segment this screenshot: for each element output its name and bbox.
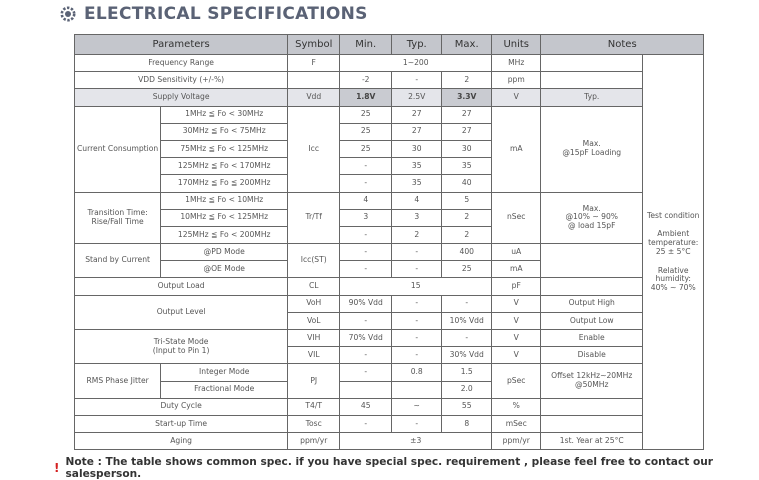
typ-cell [392, 381, 442, 398]
typ-cell: 2.5V [392, 89, 442, 106]
max-cell: - [442, 295, 492, 312]
condition-cell: @PD Mode [161, 244, 288, 261]
header-notes: Notes [541, 35, 704, 55]
units-cell: ppm [492, 72, 541, 89]
min-cell: 4 [340, 192, 392, 209]
units-cell: pSec [492, 364, 541, 398]
param-cell: Duty Cycle [75, 398, 288, 415]
condition-cell: 125MHz ≦ Fo < 170MHz [161, 158, 288, 175]
symbol-cell: VoL [288, 312, 340, 329]
max-cell: 400 [442, 244, 492, 261]
symbol-cell [288, 72, 340, 89]
side-note-line: temperature: [648, 238, 699, 248]
condition-cell: 75MHz ≦ Fo < 125MHz [161, 140, 288, 157]
min-cell: - [340, 312, 392, 329]
footnote-text: Note : The table shows common spec. if you have special spec. requirement , please feel free to contact our salesperson. [65, 456, 714, 480]
param-cell: RMS Phase Jitter [75, 364, 161, 398]
typ-cell: 4 [392, 192, 442, 209]
symbol-cell: PJ [288, 364, 340, 398]
param-cell: Output Load [75, 278, 288, 295]
header-typ: Typ. [392, 35, 442, 55]
param-line: Tri-State Mode [153, 336, 209, 346]
side-note-line: Ambient [657, 229, 690, 239]
param-cell [75, 330, 288, 364]
units-cell: pF [492, 278, 541, 295]
min-cell: 70% Vdd [340, 330, 392, 347]
section-title [60, 2, 368, 26]
typ-cell: - [392, 415, 442, 432]
condition-cell: 1MHz ≦ Fo < 30MHz [161, 106, 288, 123]
param-cell [75, 192, 161, 244]
notes-cell: Output High [541, 295, 643, 312]
min-cell: 25 [340, 106, 392, 123]
notes-cell [541, 55, 643, 72]
symbol-cell: Icc [288, 106, 340, 192]
condition-cell: 170MHz ≦ Fo ≦ 200MHz [161, 175, 288, 192]
min-cell: 25 [340, 123, 392, 140]
notes-cell: Output Low [541, 312, 643, 329]
max-cell: 10% Vdd [442, 312, 492, 329]
notes-cell: 1st. Year at 25°C [541, 433, 643, 450]
typ-cell: - [392, 295, 442, 312]
symbol-cell: F [288, 55, 340, 72]
units-cell: V [492, 312, 541, 329]
units-cell: nSec [492, 192, 541, 244]
units-cell: mSec [492, 415, 541, 432]
max-cell: 30% Vdd [442, 347, 492, 364]
param-cell: Supply Voltage [75, 89, 288, 106]
max-cell: 2 [442, 72, 492, 89]
units-cell: MHz [492, 55, 541, 72]
max-cell: - [442, 330, 492, 347]
min-cell: 3 [340, 209, 392, 226]
header-symbol: Symbol [288, 35, 340, 55]
notes-line: Max. [582, 203, 601, 213]
typ-cell: - [392, 261, 442, 278]
typ-cell: 3 [392, 209, 442, 226]
param-cell: Output Level [75, 295, 288, 329]
max-cell: 8 [442, 415, 492, 432]
notes-cell [541, 278, 643, 295]
table-row [75, 433, 704, 450]
table-row [75, 106, 704, 123]
notes-cell: Typ. [541, 89, 643, 106]
condition-cell: 30MHz ≦ Fo < 75MHz [161, 123, 288, 140]
notes-line: @50MHz [574, 380, 609, 390]
min-cell: - [340, 175, 392, 192]
min-cell: - [340, 261, 392, 278]
side-note-line: Test condition [646, 210, 700, 220]
max-cell: 30 [442, 140, 492, 157]
range-cell: 1~200 [340, 55, 492, 72]
symbol-cell: Vdd [288, 89, 340, 106]
min-cell: 45 [340, 398, 392, 415]
max-cell: 3.3V [442, 89, 492, 106]
table-row [75, 89, 704, 106]
typ-cell: 30 [392, 140, 442, 157]
side-note-line: humidity: [655, 274, 691, 284]
param-cell: Stand by Current [75, 244, 161, 278]
symbol-cell: Tosc [288, 415, 340, 432]
param-line: (Input to Pin 1) [152, 345, 210, 355]
symbol-cell: T4/T [288, 398, 340, 415]
notes-cell [541, 244, 643, 278]
typ-cell: 27 [392, 106, 442, 123]
param-line: Rise/Fall Time [91, 216, 144, 226]
typ-cell: 0.8 [392, 364, 442, 381]
header-units: Units [492, 35, 541, 55]
typ-cell: 2 [392, 226, 442, 243]
max-cell: 2.0 [442, 381, 492, 398]
min-cell: - [340, 226, 392, 243]
notes-cell: Enable [541, 330, 643, 347]
condition-cell: @OE Mode [161, 261, 288, 278]
notes-cell [541, 415, 643, 432]
units-cell: mA [492, 106, 541, 192]
min-cell: 90% Vdd [340, 295, 392, 312]
notes-cell [541, 364, 643, 398]
table-row [75, 55, 704, 72]
max-cell: 55 [442, 398, 492, 415]
typ-cell: 35 [392, 158, 442, 175]
notes-line: Max. [582, 139, 601, 149]
typ-cell: - [392, 72, 442, 89]
min-cell: -2 [340, 72, 392, 89]
section-title-text: ELECTRICAL SPECIFICATIONS [84, 4, 368, 24]
notes-cell [541, 192, 643, 244]
condition-cell: Fractional Mode [161, 381, 288, 398]
header-row [75, 35, 704, 55]
typ-cell: - [392, 330, 442, 347]
table-row [75, 330, 704, 347]
units-cell: % [492, 398, 541, 415]
max-cell: 40 [442, 175, 492, 192]
notes-line: @ load 15pF [567, 221, 616, 231]
gear-icon [60, 6, 76, 22]
notes-line: @15pF Loading [562, 148, 622, 158]
max-cell: 2 [442, 226, 492, 243]
spec-table [74, 34, 704, 450]
symbol-cell: VIH [288, 330, 340, 347]
table-row [75, 72, 704, 89]
max-cell: 35 [442, 158, 492, 175]
exclamation-icon: ! [54, 461, 60, 475]
min-cell: - [340, 364, 392, 381]
notes-cell: Disable [541, 347, 643, 364]
symbol-cell: Icc(ST) [288, 244, 340, 278]
notes-line: Offset 12kHz~20MHz [551, 371, 633, 381]
units-cell: V [492, 330, 541, 347]
side-note-line: Relative [657, 265, 689, 275]
units-cell: mA [492, 261, 541, 278]
table-row [75, 415, 704, 432]
table-row [75, 398, 704, 415]
param-cell: Frequency Range [75, 55, 288, 72]
condition-cell: 125MHz ≦ Fo < 200MHz [161, 226, 288, 243]
typ-cell: - [392, 312, 442, 329]
units-cell: V [492, 89, 541, 106]
typ-cell: 15 [340, 278, 492, 295]
typ-cell: ~ [392, 398, 442, 415]
max-cell: 2 [442, 209, 492, 226]
min-cell: - [340, 347, 392, 364]
min-cell: - [340, 244, 392, 261]
notes-cell [541, 106, 643, 192]
symbol-cell: VoH [288, 295, 340, 312]
notes-line: @10% ~ 90% [565, 212, 618, 222]
table-row [75, 364, 704, 381]
side-notes-cell [643, 55, 704, 450]
symbol-cell: VIL [288, 347, 340, 364]
typ-cell: 35 [392, 175, 442, 192]
symbol-cell: CL [288, 278, 340, 295]
symbol-cell: Tr/Tf [288, 192, 340, 244]
header-max: Max. [442, 35, 492, 55]
param-cell: Aging [75, 433, 288, 450]
header-parameters: Parameters [75, 35, 288, 55]
table-row [75, 192, 704, 209]
side-note-line: 25 ± 5°C [655, 246, 691, 256]
units-cell: V [492, 347, 541, 364]
notes-cell [541, 72, 643, 89]
max-cell: 27 [442, 123, 492, 140]
typ-cell: 27 [392, 123, 442, 140]
symbol-cell: ppm/yr [288, 433, 340, 450]
condition-cell: 10MHz ≦ Fo < 125MHz [161, 209, 288, 226]
typ-cell: - [392, 347, 442, 364]
typ-cell: ±3 [340, 433, 492, 450]
table-row [75, 244, 704, 261]
header-min: Min. [340, 35, 392, 55]
param-cell: Start-up Time [75, 415, 288, 432]
units-cell: ppm/yr [492, 433, 541, 450]
table-row [75, 295, 704, 312]
max-cell: 5 [442, 192, 492, 209]
footnote [54, 456, 759, 480]
max-cell: 25 [442, 261, 492, 278]
units-cell: uA [492, 244, 541, 261]
condition-cell: Integer Mode [161, 364, 288, 381]
min-cell [340, 381, 392, 398]
param-line: Transition Time: [87, 208, 148, 218]
notes-cell [541, 398, 643, 415]
condition-cell: 1MHz ≦ Fo < 10MHz [161, 192, 288, 209]
max-cell: 27 [442, 106, 492, 123]
param-cell: Current Consumption [75, 106, 161, 192]
min-cell: 1.8V [340, 89, 392, 106]
min-cell: 25 [340, 140, 392, 157]
param-cell: VDD Sensitivity (+/-%) [75, 72, 288, 89]
side-note-line: 40% ~ 70% [650, 282, 696, 292]
max-cell: 1.5 [442, 364, 492, 381]
table-row [75, 278, 704, 295]
min-cell: - [340, 415, 392, 432]
units-cell: V [492, 295, 541, 312]
min-cell: - [340, 158, 392, 175]
typ-cell: - [392, 244, 442, 261]
